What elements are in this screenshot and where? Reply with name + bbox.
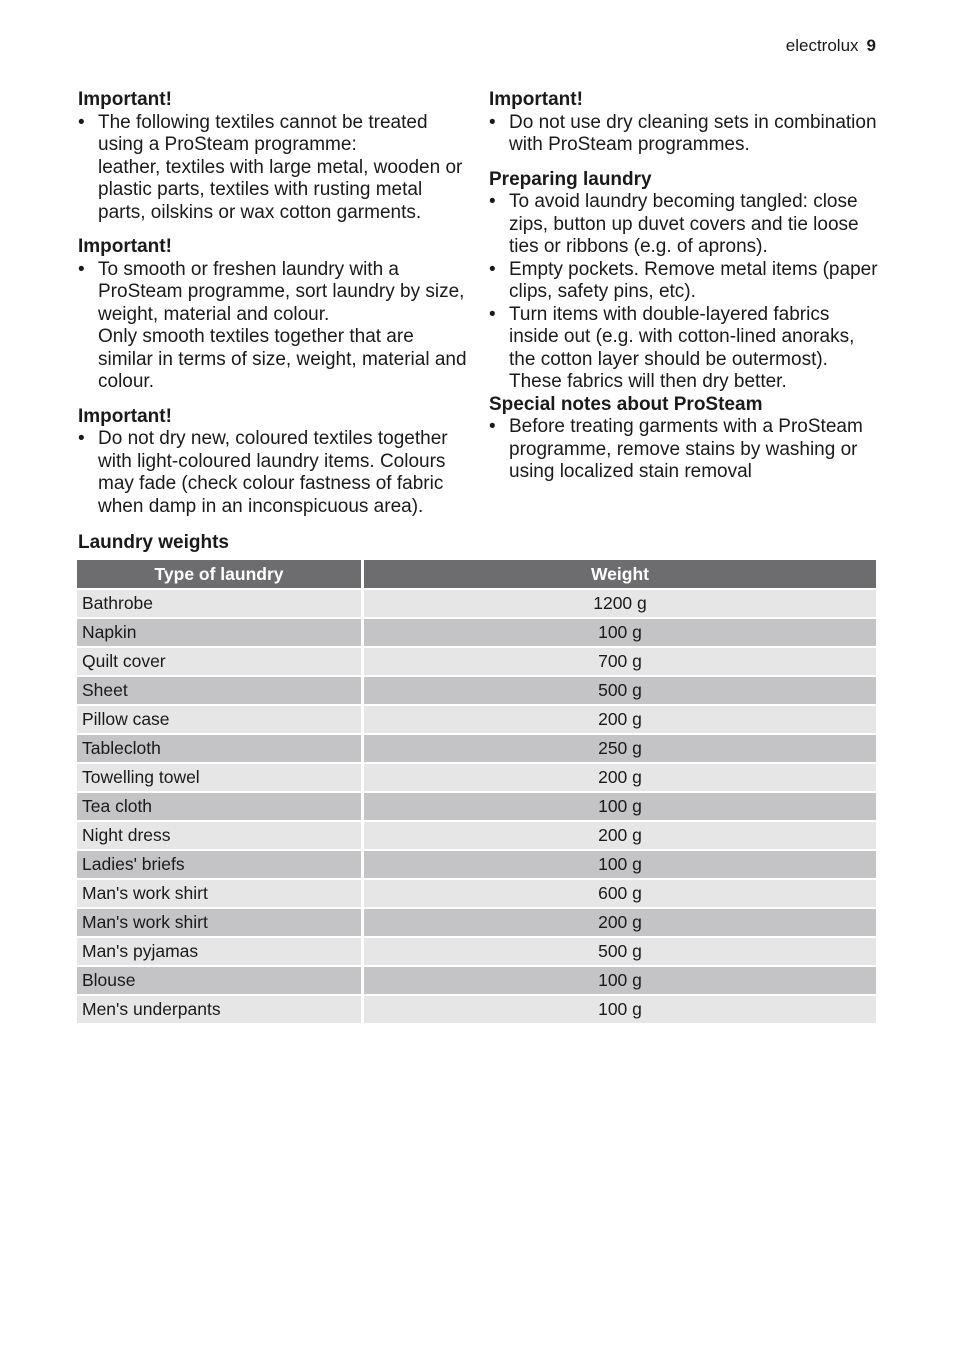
section-heading: Important! [489,89,583,110]
table-header-row [77,560,876,589]
page-header [786,36,876,56]
cell-type: Men's underpants [77,995,363,1023]
cell-weight: 100 g [363,966,877,995]
important-note-2 [78,236,470,394]
table-row [77,937,876,966]
cell-weight: 1200 g [363,589,877,618]
bullet-list [78,428,470,518]
column-header-weight: Weight [363,560,877,589]
cell-type: Napkin [77,618,363,647]
bullet-list [78,259,470,394]
cell-type: Towelling towel [77,763,363,792]
section-heading: Important! [78,405,172,427]
brand-name: electrolux [785,36,859,55]
cell-type: Tablecloth [77,734,363,763]
list-item-text: Only smooth textiles together that are similar in terms of size, weight, material and colour. [98,326,467,392]
list-item [489,416,881,484]
cell-weight: 100 g [363,618,877,647]
important-note-4 [489,89,881,157]
list-item-text: • The following textiles cannot be treated using a ProSteam programme: [98,111,428,155]
cell-weight: 200 g [363,763,877,792]
list-item-text: • Before treating garments with a ProSteam programme, remove stains by washing or using localized stain removal [509,416,863,482]
section-heading: Important! [78,89,172,110]
cell-weight: 100 g [363,792,877,821]
table-row [77,995,876,1023]
cell-weight: 250 g [363,734,877,763]
cell-weight: 200 g [363,821,877,850]
list-item [78,259,470,394]
list-item [489,259,881,304]
bullet-list [489,416,881,484]
list-item [489,112,881,157]
cell-type: Man's work shirt [77,908,363,937]
cell-weight: 500 g [363,937,877,966]
list-item-text: leather, textiles with large metal, wooden or plastic parts, textiles with rusting metal parts, oilskins or wax cotton garments. [98,156,463,223]
cell-type: Man's work shirt [77,879,363,908]
important-note-3 [78,406,470,519]
special-notes-section [489,394,881,484]
section-heading: Preparing laundry [489,168,652,190]
cell-type: Ladies' briefs [77,850,363,879]
table-row [77,734,876,763]
list-item-text: • Turn items with double-layered fabrics inside out (e.g. with cotton-lined anoraks, the cotton layer should be outermost). These fabrics will then dry better. [509,303,855,392]
bullet-list [489,112,881,157]
list-item [78,428,470,518]
cell-type: Pillow case [77,705,363,734]
table-row [77,763,876,792]
important-note-1 [78,89,470,224]
table-row [77,850,876,879]
table-row [77,879,876,908]
cell-weight: 200 g [363,908,877,937]
list-item-text: • To avoid laundry becoming tangled: close zips, button up duvet covers and tie loose ties or ribbons (e.g. of aprons). [509,191,859,257]
cell-weight: 200 g [363,705,877,734]
list-item [78,112,470,225]
cell-type: Sheet [77,676,363,705]
list-item-text: • Do not dry new, coloured textiles together with light-coloured laundry items. Colours may fade (check colour fastness of fabric when damp in an inconspicuous area). [98,428,448,517]
cell-weight: 100 g [363,850,877,879]
table-row [77,676,876,705]
bullet-list [489,191,881,394]
cell-weight: 600 g [363,879,877,908]
list-item [489,304,881,394]
list-item-text: • Empty pockets. Remove metal items (paper clips, safety pins, etc). [509,258,878,302]
cell-weight: 700 g [363,647,877,676]
cell-type: Quilt cover [77,647,363,676]
preparing-laundry-section [489,169,881,394]
section-heading: Special notes about ProSteam [489,393,763,415]
cell-type: Night dress [77,821,363,850]
page-number: 9 [866,36,876,55]
column-header-type: Type of laundry [77,560,363,589]
cell-type: Man's pyjamas [77,937,363,966]
list-item [489,191,881,259]
left-column [78,89,470,530]
cell-type: Tea cloth [77,792,363,821]
table-row [77,792,876,821]
cell-type: Blouse [77,966,363,995]
table-row [77,705,876,734]
bullet-list [78,112,470,225]
right-column [489,89,881,496]
laundry-weights-table [77,560,876,1023]
list-item-text: • Do not use dry cleaning sets in combination with ProSteam programmes. [509,111,877,155]
section-heading: Important! [78,236,172,257]
table-row [77,821,876,850]
table-row [77,589,876,618]
cell-type: Bathrobe [77,589,363,618]
table-row [77,908,876,937]
cell-weight: 500 g [363,676,877,705]
table-row [77,618,876,647]
table-title: Laundry weights [78,532,229,553]
cell-weight: 100 g [363,995,877,1023]
table-row [77,647,876,676]
list-item-text: • To smooth or freshen laundry with a ProSteam programme, sort laundry by size, weight, material and colour. [98,258,465,325]
table-row [77,966,876,995]
